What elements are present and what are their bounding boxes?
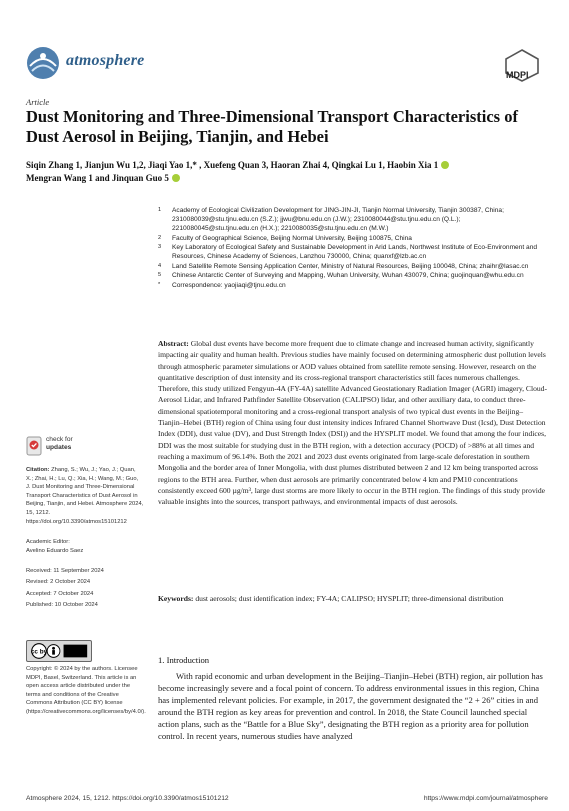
copyright-notice: Copyright: © 2024 by the authors. Licensee MDPI, Basel, Switzerland. This article is an open access article distributed under the terms and conditions of the Creative Commons Attribution (CC BY) license (https://creativecommons.org/licenses/by/4.0/). (26, 666, 146, 715)
academic-editor: Academic Editor: Avelino Eduardo Saez (26, 539, 84, 554)
orcid-icon[interactable] (441, 161, 449, 169)
journal-logo-icon (26, 46, 60, 80)
check-for-updates[interactable]: check for updates (46, 436, 73, 451)
orcid-icon[interactable] (172, 174, 180, 182)
accepted-date: Accepted: 7 October 2024 (26, 590, 94, 597)
affiliation-item: 3 Key Laboratory of Ecological Safety and Sustainable Development in Arid Lands, Northwest Institute of Eco-Environment and Resources, Chinese Academy of Sciences, Lanzhou 730000, China; quanxf@lzb.ac.cn (158, 244, 538, 260)
correspondence: * Correspondence: yaojiaqi@tjnu.edu.cn (158, 281, 286, 289)
citation-text: Zhang, S.; Wu, J.; Yao, J.; Quan, X.; Zhai, H.; Lu, Q.; Xia, H.; Wang, M.; Guo, J. Dust Monitoring and Three-Dimensional Transport Characteristics of Dust Aerosol in Beijing, Tianjin, and Hebei. Atmosphere 2024, 15, 1212. https://doi.org/10.3390/atmos15101212 (26, 467, 144, 525)
authors-line-1: Siqin Zhang 1, Jianjun Wu 1,2, Jiaqi Yao 1,* , Xuefeng Quan 3, Haoran Zhai 4, Qingkai Lu 1, Haobin Xia 1 (26, 159, 546, 172)
section-heading: 1. Introduction (158, 655, 210, 665)
page-footer (26, 795, 548, 802)
keywords-text: dust aerosols; dust identification index; FY-4A; CALIPSO; HYSPLIT; three-dimensional distribution (195, 594, 504, 603)
paper-title: Dust Monitoring and Three-Dimensional Transport Characteristics of Dust Aerosol in Beijing, Tianjin, and Hebei (26, 107, 518, 146)
keywords (158, 593, 548, 604)
footer-journal-url[interactable]: https://www.mdpi.com/journal/atmosphere (423, 795, 548, 802)
affiliation-item: 1 Academy of Ecological Civilization Development for JING-JIN-JI, Tianjin Normal University, Tianjin 300387, China; 2310080039@stu.tjnu.edu.cn (S.Z.); jjwu@bnu.edu.cn (J.W.); 2310080044@stu.tjnu.edu.cn (Q.L.); 2210080045@stu.tjnu.edu.cn (H.X.); 2210080035@stu.tjnu.edu.cn (M.W.) (158, 207, 504, 232)
article-type: Article (26, 97, 50, 107)
citation (26, 466, 144, 526)
abstract-text: Global dust events have become more frequent due to climate change and increased human activity, significantly impacting air quality and human health. Previous studies have mainly focused on determining atmospheric dust pollution levels through atmospheric parameter simulations or AOD values obtained from satellite remote sensing. However, research on the quantitative description of dust intensity and its cross-regional transport characteristics still faces numerous challenges. Therefore, this study utilized Fengyun-4A (FY-4A) satellite Advanced Geostationary Radiation Imager (AGRI) imagery, Cloud-Aerosol Lidar, and Infrared Pathfinder Satellite Observation (CALIPSO) lidar, and other auxiliary data, to conduct three-dimensional spatiotemporal monitoring and a cross-regional transport analysis of two typical dust events in the Beijing–Tianjin–Hebei (BTH) region of China using four dust intensity indices Infrared Channel Shortwave Dust (Icsd), Dust Detection Index (DDI), dust value (DV), and Dust Strength Index (DSI)) and the HYSPLIT model. We found that among the four indices, DDI was the most suitable for studying dust in the BTH region, with a detection accuracy (POCD) of >88% at all times and reaching a maximum of 96.14%. Both the 2021 and 2023 dust events originated from large-scale deforestation in southern Mongolia and the border area of Inner Mongolia, with dust plumes distributed between 2 and 12 km being transported across regions to the BTH area. Further, when dust aerosols are primarily concentrated below 4 km and PM10 concentrations consistently exceed 600 µg/m³, large dust storms are more likely to occur in the BTH region. The findings of this study provide valuable insights into the sources, transport pathways, and environmental impacts of dust aerosols. (158, 339, 548, 507)
abstract-label: Abstract: (158, 339, 189, 348)
abstract (158, 338, 548, 507)
journal-name[interactable]: atmosphere (66, 52, 145, 69)
citation-label: Citation: (26, 467, 50, 473)
published-date: Published: 10 October 2024 (26, 601, 98, 608)
introduction-text: With rapid economic and urban development in the Beijing–Tianjin–Hebei (BTH) region, air pollution has become increasingly severe and a focal point of concern. To address environmental issues in this region, China has implemented relevant policies. For example, in 2017, the government designated the “2 + 26” cities in and around the BTH region as key areas for prevention and control. In 2018, the State Council launched special action plans, such as the “Battle for a Blue Sky”, designating the BTH region as a priority area for pollution control. In recent years, numerous studies have analyzed (158, 671, 543, 741)
received-date: Received: 11 September 2024 (26, 568, 104, 574)
affiliations (158, 206, 548, 290)
footer-citation[interactable]: Atmosphere 2024, 15, 1212. https://doi.org/10.3390/atmos15101212 (26, 795, 229, 802)
revised-date: Revised: 2 October 2024 (26, 579, 91, 586)
cc-by-license-icon[interactable] (26, 640, 92, 662)
authors-line-2: Mengran Wang 1 and Jinquan Guo 5 (26, 172, 546, 185)
affiliation-item: 4 Land Satellite Remote Sensing Application Center, Ministry of Natural Resources, Beijing 100048, China; zhaihr@lasac.cn (158, 262, 529, 270)
keywords-label: Keywords: (158, 594, 194, 603)
author-list (26, 159, 546, 185)
publisher-name: MDPI (506, 70, 529, 80)
svg-text:cc by: cc by (30, 648, 48, 656)
publication-dates (26, 566, 144, 611)
check-for-updates-icon[interactable] (26, 436, 42, 456)
affiliation-item: 5 Chinese Antarctic Center of Surveying and Mapping, Wuhan University, Wuhan 430079, China; guojinquan@whu.edu.cn (158, 272, 524, 279)
affiliation-item: 2 Faculty of Geographical Science, Beijing Normal University, Beijing 100875, China (158, 234, 412, 242)
